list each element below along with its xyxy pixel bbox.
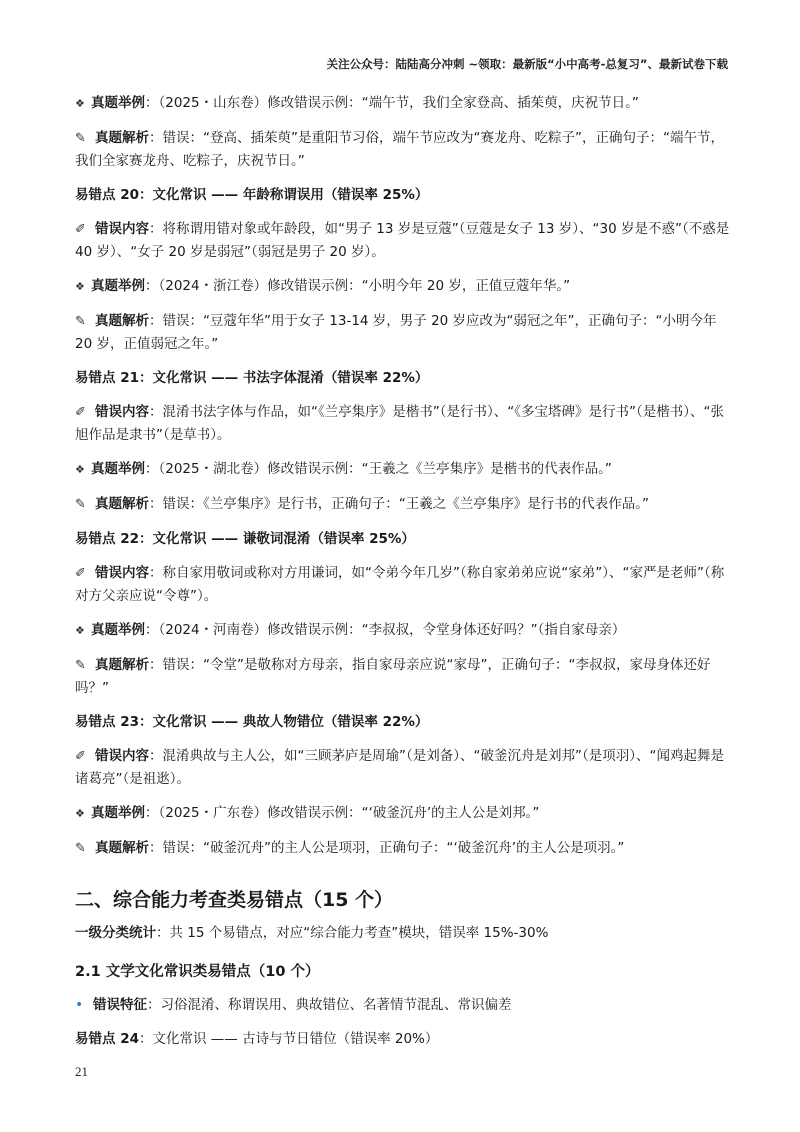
page-content	[75, 92, 735, 1062]
pencil-icon: ✐	[75, 222, 86, 237]
diamond-icon: ❖	[75, 280, 85, 293]
pencil-icon: ✎	[75, 497, 86, 512]
diamond-icon: ❖	[75, 463, 85, 476]
pencil-icon: ✐	[75, 405, 86, 420]
error-point-heading: 易错点 20：文化常识 —— 年龄称谓误用（错误率 25%）	[75, 187, 429, 203]
subsection-title: 2.1 文学文化常识类易错点（10 个）	[75, 964, 320, 980]
pencil-icon: ✐	[75, 566, 86, 581]
exam-example: ❖ 真题举例：（2024・浙江卷）修改错误示例：“小明今年 20 岁，正值豆蔻年华。”	[75, 275, 735, 298]
exam-analysis: ✎ 真题解析：错误：“破釜沉舟”的主人公是项羽，正确句子：“‘破釜沉舟’的主人公是项羽。”	[75, 837, 735, 860]
error-point-heading: 易错点 21：文化常识 —— 书法字体混淆（错误率 22%）	[75, 370, 429, 386]
pencil-icon: ✎	[75, 131, 86, 146]
bullet-icon: •	[75, 997, 84, 1013]
section-title: 二、综合能力考查类易错点（15 个）	[75, 889, 394, 911]
exam-analysis: ✎ 真题解析：错误：“令堂”是敬称对方母亲，指自家母亲应说“家母”，正确句子：“李叔叔，家母身体还好吗？”	[75, 657, 711, 696]
exam-analysis: ✎ 真题解析：错误：“豆蔻年华”用于女子 13-14 岁，男子 20 岁应改为“弱冠之年”，正确句子：“小明今年 20 岁，正值弱冠之年。”	[75, 313, 717, 352]
pencil-icon: ✐	[75, 749, 86, 764]
pencil-icon: ✎	[75, 658, 86, 673]
diamond-icon: ❖	[75, 807, 85, 820]
error-point-heading: 易错点 23：文化常识 —— 典故人物错位（错误率 22%）	[75, 714, 429, 730]
page-header: 关注公众号：陆陆高分冲刺 ~领取：最新版“小中高考-总复习”、最新试卷下载	[326, 57, 728, 71]
error-content: ✐ 错误内容：混淆书法字体与作品，如“《兰亭集序》是楷书”（是行书）、“《多宝塔碑》是行书”（是楷书）、“张旭作品是隶书”（是草书）。	[75, 404, 724, 443]
pencil-icon: ✎	[75, 841, 86, 856]
error-content: ✐ 错误内容：称自家用敬词或称对方用谦词，如“令弟今年几岁”（称自家弟弟应说“家弟”）、“家严是老师”（称对方父亲应说“令尊”）。	[75, 565, 725, 604]
exam-analysis: ✎ 真题解析：错误：“登高、插茱萸”是重阳节习俗，端午节应改为“赛龙舟、吃粽子”，正确句子：“端午节，我们全家赛龙舟、吃粽子，庆祝节日。”	[75, 130, 724, 169]
exam-example: ❖ 真题举例：（2025・山东卷）修改错误示例：“端午节，我们全家登高、插茱萸，庆祝节日。”	[75, 92, 735, 115]
diamond-icon: ❖	[75, 97, 85, 110]
error-features: • 错误特征：习俗混淆、称谓误用、典故错位、名著情节混乱、常识偏差	[75, 994, 735, 1016]
diamond-icon: ❖	[75, 624, 85, 637]
exam-example: ❖ 真题举例：（2024・河南卷）修改错误示例：“李叔叔，令堂身体还好吗？”（指自家母亲）	[75, 619, 735, 642]
exam-analysis: ✎ 真题解析：错误：《兰亭集序》是行书，正确句子：“王羲之《兰亭集序》是行书的代表作品。”	[75, 493, 735, 516]
error-content: ✐ 错误内容：将称谓用错对象或年龄段，如“男子 13 岁是豆蔻”（豆蔻是女子 13 岁）、“30 岁是不惑”（不惑是 40 岁）、“女子 20 岁是弱冠”（弱冠是男子 20 岁）。	[75, 221, 730, 260]
exam-example: ❖ 真题举例：（2025・湖北卷）修改错误示例：“王羲之《兰亭集序》是楷书的代表作品。”	[75, 458, 735, 481]
error-point-heading: 易错点 22：文化常识 —— 谦敬词混淆（错误率 25%）	[75, 531, 415, 547]
error-content: ✐ 错误内容：混淆典故与主人公，如“三顾茅庐是周瑜”（是刘备）、“破釜沉舟是刘邦”（是项羽）、“闻鸡起舞是诸葛亮”（是祖逖）。	[75, 748, 724, 787]
category-statistics: 一级分类统计：共 15 个易错点，对应“综合能力考查”模块，错误率 15%-30%	[75, 925, 549, 941]
exam-example: ❖ 真题举例：（2025・广东卷）修改错误示例：“‘破釜沉舟’的主人公是刘邦。”	[75, 802, 735, 825]
error-point-24: 易错点 24：文化常识 —— 古诗与节日错位（错误率 20%）	[75, 1031, 439, 1047]
pencil-icon: ✎	[75, 314, 86, 329]
page-number: 21	[75, 1064, 88, 1079]
